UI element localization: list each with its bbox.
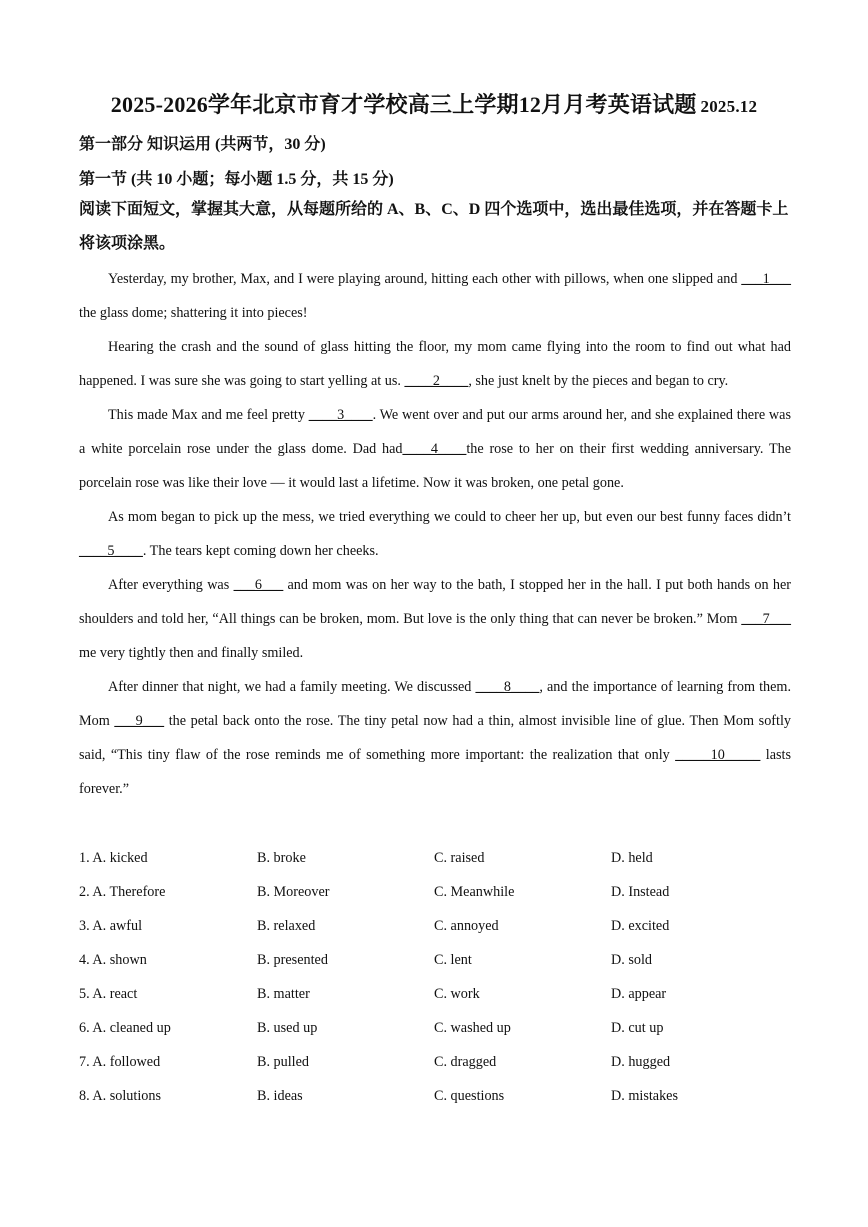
paragraph-6 [79,670,791,806]
option-a: 1. A. kicked [79,850,148,866]
text-segment: Hearing the crash and the sound of glass hitting the floor, my mom came flying into the room to find out what had happened. I was sure she was going to start yelling at us. [79,339,791,389]
question-row [79,943,799,977]
option-a: 8. A. solutions [79,1088,161,1104]
blank-4: ____4____ [402,441,467,457]
instruction: 阅读下面短文，掌握其大意，从每题所给的 A、B、C、D 四个选项中，选出最佳选项，并在答题卡上将该项涂黑。 [79,201,789,252]
option-b: B. Moreover [257,884,330,900]
option-b: B. used up [257,1020,318,1036]
section-heading: 第一节 (共 10 小题；每小题 1.5 分，共 15 分) [79,171,394,188]
blank-9: ___9___ [114,713,165,729]
option-a: 6. A. cleaned up [79,1020,171,1036]
option-c: C. raised [434,850,485,866]
blank-1: ___1___ [741,271,791,287]
text-segment: . We went over and put our arms around her, and she explained there was a white porcelain rose under the glass dome. Dad had [79,407,791,457]
option-d: D. held [611,850,653,866]
part-heading: 第一部分 知识运用 (共两节，30 分) [79,136,326,153]
option-d: D. excited [611,918,670,934]
text-segment: and mom was on her way to the bath, I stopped her in the hall. I put both hands on her shoulders and told her, “All things can be broken, mom. But love is the only thing that can never be broken.” Mom [79,577,792,627]
question-row [79,909,799,943]
option-b: B. ideas [257,1088,303,1104]
answer-options [79,841,799,1113]
title-text: 2025-2026学年北京市育才学校高三上学期12月月考英语试题 [110,92,697,117]
blank-6: ___6___ [233,577,284,593]
text-segment: As mom began to pick up the mess, we tried everything we could to cheer her up, but even our best funny faces didn’t [108,509,791,525]
paragraph-2 [79,330,791,398]
question-row [79,875,799,909]
option-c: C. washed up [434,1020,511,1036]
option-c: C. lent [434,952,472,968]
text-segment: the petal back onto the rose. The tiny petal now had a thin, almost invisible line of glue. Then Mom softly said, “This tiny flaw of the rose reminds me of something more important: the realization that only [79,713,791,763]
option-d: D. appear [611,986,667,1002]
blank-2: ____2____ [404,373,469,389]
option-a: 5. A. react [79,986,138,1002]
option-b: B. presented [257,952,328,968]
option-b: B. broke [257,850,306,866]
text-segment: the glass dome; shattering it into pieces! [79,305,308,321]
option-d: D. mistakes [611,1088,678,1104]
option-d: D. Instead [611,884,670,900]
paragraph-1 [79,262,791,330]
text-segment: the rose to her on their first wedding anniversary. The porcelain rose was like their love — it would last a lifetime. Now it was broken, one petal gone. [79,441,791,491]
blank-7: ___7___ [741,611,791,627]
text-segment: Yesterday, my brother, Max, and I were playing around, hitting each other with pillows, when one slipped and [108,271,742,287]
text-segment: me very tightly then and finally smiled. [79,645,304,661]
text-segment: After everything was [108,577,234,593]
blank-10: _____10_____ [675,747,761,763]
question-row [79,1079,799,1113]
option-d: D. hugged [611,1054,671,1070]
option-c: C. questions [434,1088,505,1104]
question-row [79,1045,799,1079]
text-segment: . The tears kept coming down her cheeks. [142,543,379,559]
question-row [79,977,799,1011]
blank-3: ____3____ [308,407,373,423]
option-a: 4. A. shown [79,952,147,968]
option-a: 2. A. Therefore [79,884,166,900]
option-b: B. relaxed [257,918,316,934]
option-b: B. matter [257,986,310,1002]
blank-8: ____8____ [475,679,540,695]
option-a: 7. A. followed [79,1054,161,1070]
option-c: C. work [434,986,480,1002]
option-c: C. Meanwhile [434,884,515,900]
cloze-passage [79,262,791,806]
text-segment: This made Max and me feel pretty [108,407,309,423]
paragraph-5 [79,568,791,670]
text-segment: , and the importance of learning from them. Mom [79,679,791,729]
exam-date: 2025.12 [700,97,758,116]
question-row [79,1011,799,1045]
option-d: D. sold [611,952,652,968]
blank-5: ____5____ [79,543,143,559]
question-row [79,841,799,875]
option-a: 3. A. awful [79,918,143,934]
text-segment: lasts forever.” [79,747,791,797]
text-segment: , she just knelt by the pieces and began to cry. [468,373,729,389]
exam-title [0,88,868,119]
option-b: B. pulled [257,1054,310,1070]
option-c: C. annoyed [434,918,499,934]
paragraph-3 [79,398,791,500]
option-c: C. dragged [434,1054,497,1070]
text-segment: After dinner that night, we had a family meeting. We discussed [108,679,476,695]
option-d: D. cut up [611,1020,664,1036]
paragraph-4 [79,500,791,568]
